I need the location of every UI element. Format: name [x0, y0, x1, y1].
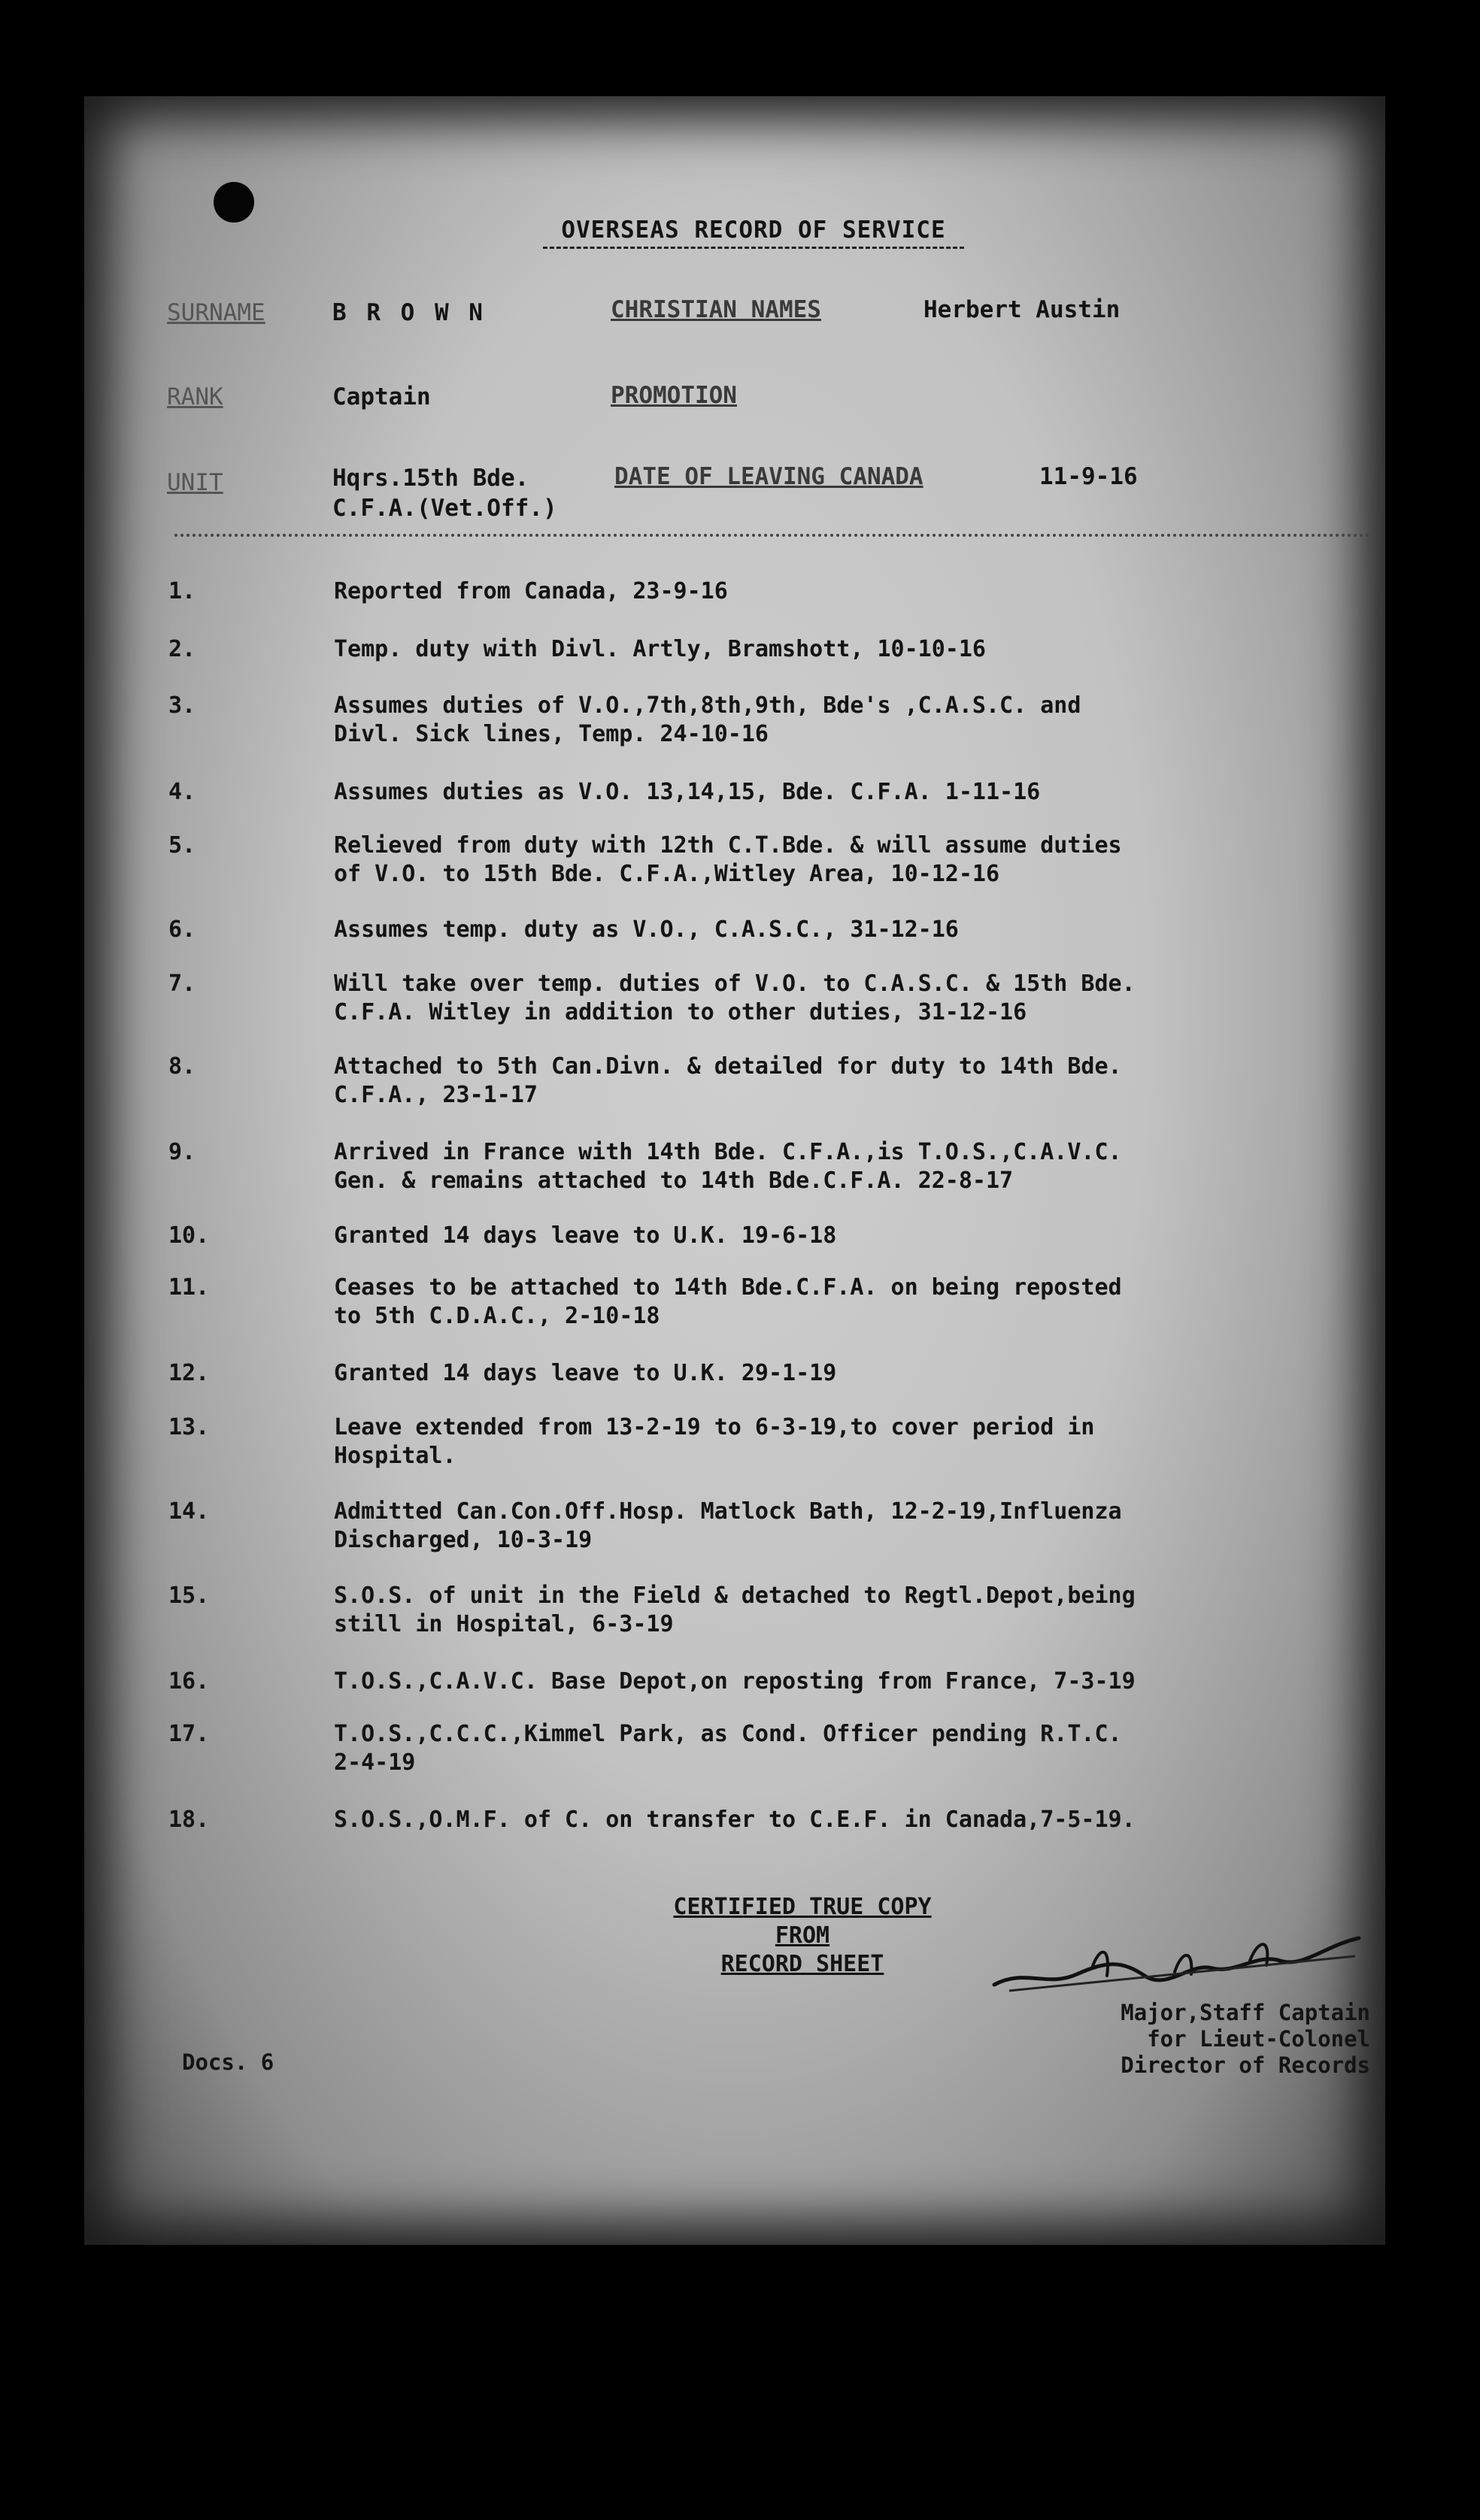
signatory-title: Major,Staff Captain	[1121, 2000, 1370, 2025]
entry-number: 11.	[168, 1274, 210, 1301]
certification-line: FROM	[775, 1922, 830, 1949]
page-title: OVERSEAS RECORD OF SERVICE	[561, 217, 946, 244]
signature-block	[979, 2000, 1370, 2079]
entry-number: 15.	[168, 1583, 210, 1609]
dotted-separator	[174, 534, 1370, 537]
entry-number: 2.	[168, 636, 196, 662]
entry-text: T.O.S.,C.A.V.C. Base Depot,on reposting from France, 7-3-19	[334, 1668, 1136, 1695]
entry-number: 12.	[168, 1360, 210, 1386]
entry-text: T.O.S.,C.C.C.,Kimmel Park, as Cond. Officer pending R.T.C. 2-4-19	[334, 1721, 1122, 1776]
entry-text: S.O.S. of unit in the Field & detached to Regtl.Depot,being still in Hospital, 6-3-19	[334, 1583, 1136, 1637]
entry-text: Will take over temp. duties of V.O. to C.A.S.C. & 15th Bde. C.F.A. Witley in addition to other duties, 31-12-16	[334, 971, 1136, 1025]
entry-text: Granted 14 days leave to U.K. 19-6-18	[334, 1222, 837, 1249]
entry-number: 3.	[168, 692, 196, 719]
entry-text: Granted 14 days leave to U.K. 29-1-19	[334, 1360, 837, 1386]
signatory-title: Director of Records	[1121, 2052, 1370, 2078]
entry-number: 10.	[168, 1222, 210, 1249]
certification-line: RECORD SHEET	[720, 1951, 884, 1977]
entry-text: Assumes duties as V.O. 13,14,15, Bde. C.F.A. 1-11-16	[334, 779, 1041, 805]
entry-number: 18.	[168, 1807, 210, 1833]
entry-number: 17.	[168, 1721, 210, 1747]
entry-text: Ceases to be attached to 14th Bde.C.F.A. on being reposted to 5th C.D.A.C., 2-10-18	[334, 1274, 1122, 1329]
unit-label: UNIT	[167, 469, 223, 496]
christian-names-label: CHRISTIAN NAMES	[611, 296, 821, 323]
certification-block	[633, 1893, 972, 1979]
record-sheet	[84, 96, 1385, 2245]
entry-text: Reported from Canada, 23-9-16	[334, 578, 728, 604]
entry-text: Attached to 5th Can.Divn. & detailed for duty to 14th Bde. C.F.A., 23-1-17	[334, 1053, 1122, 1108]
entry-text: Assumes temp. duty as V.O., C.A.S.C., 31-12-16	[334, 916, 959, 943]
surname-label: SURNAME	[167, 299, 265, 326]
entry-number: 8.	[168, 1053, 196, 1080]
entry-number: 1.	[168, 578, 196, 604]
date-leaving-label: DATE OF LEAVING CANADA	[614, 463, 923, 490]
promotion-label: PROMOTION	[611, 382, 737, 409]
certification-line: CERTIFIED TRUE COPY	[673, 1894, 932, 1920]
entry-number: 4.	[168, 779, 196, 805]
title-underline	[543, 247, 964, 249]
entry-text: Arrived in France with 14th Bde. C.F.A.,is T.O.S.,C.A.V.C. Gen. & remains attached to 14th Bde.C.F.A. 22-8-17	[334, 1139, 1122, 1194]
entry-number: 9.	[168, 1139, 196, 1165]
entry-number: 7.	[168, 971, 196, 997]
entry-text: Temp. duty with Divl. Artly, Bramshott, 10-10-16	[334, 636, 986, 662]
punch-hole	[214, 182, 254, 223]
entry-number: 14.	[168, 1498, 210, 1525]
signatory-title: for Lieut-Colonel	[1147, 2026, 1370, 2052]
unit-value-line2: C.F.A.(Vet.Off.)	[332, 495, 557, 522]
entry-text: Admitted Can.Con.Off.Hosp. Matlock Bath, 12-2-19,Influenza Discharged, 10-3-19	[334, 1498, 1122, 1553]
entry-text: Leave extended from 13-2-19 to 6-3-19,to cover period in Hospital.	[334, 1414, 1095, 1469]
surname-value: B R O W N	[332, 299, 486, 326]
docs-count: Docs. 6	[182, 2049, 274, 2075]
rank-label: RANK	[167, 383, 223, 410]
entry-number: 13.	[168, 1414, 210, 1440]
entry-number: 6.	[168, 916, 196, 943]
entry-text: S.O.S.,O.M.F. of C. on transfer to C.E.F. in Canada,7-5-19.	[334, 1807, 1136, 1833]
title-block	[490, 217, 1017, 249]
entry-text: Assumes duties of V.O.,7th,8th,9th, Bde's ,C.A.S.C. and Divl. Sick lines, Temp. 24-10-16	[334, 692, 1081, 747]
christian-names-value: Herbert Austin	[923, 296, 1121, 323]
entry-number: 5.	[168, 832, 196, 859]
rank-value: Captain	[332, 383, 431, 410]
entry-text: Relieved from duty with 12th C.T.Bde. & will assume duties of V.O. to 15th Bde. C.F.A.,Witley Area, 10-12-16	[334, 832, 1122, 887]
handwritten-signature	[979, 1916, 1370, 1998]
date-leaving-value: 11-9-16	[1039, 463, 1138, 490]
unit-value-line1: Hqrs.15th Bde.	[332, 465, 529, 492]
entry-number: 16.	[168, 1668, 210, 1695]
